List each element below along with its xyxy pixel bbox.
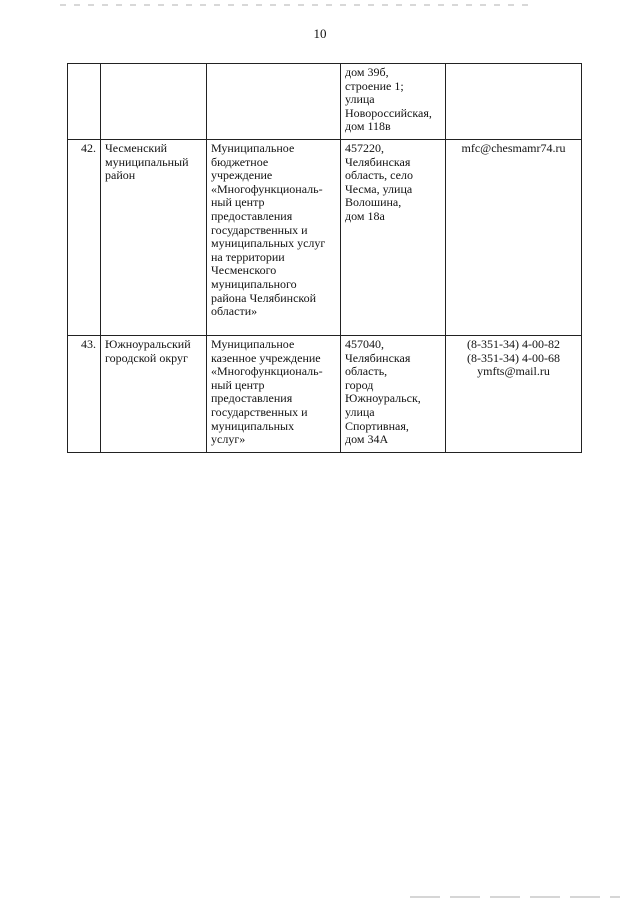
email-address: mfc@chesmamr74.ru: [461, 141, 566, 155]
institution-line: муниципального: [211, 276, 297, 291]
scan-artifact-top: [60, 4, 530, 6]
institution-cell: [207, 140, 341, 336]
row-number: 42.: [68, 140, 101, 336]
institution-line: «Многофункциональ-: [211, 181, 323, 196]
address-line: строение 1;: [345, 78, 404, 93]
institution-line: государственных и: [211, 404, 308, 419]
district-line: городской округ: [105, 350, 188, 365]
address-line: дом 18а: [345, 208, 385, 223]
email-address: ymfts@mail.ru: [477, 364, 550, 379]
institution-cell: [207, 64, 341, 140]
institution-line: «Многофункциональ-: [211, 364, 323, 379]
contacts-cell: [446, 64, 582, 140]
institution-line: учреждение: [211, 168, 273, 183]
address-cell: [341, 140, 446, 336]
institution-line: ный центр: [211, 377, 265, 392]
institution-line: услуг»: [211, 432, 246, 447]
institution-line: муниципальных услуг: [211, 236, 326, 251]
district-line: муниципальный: [105, 154, 189, 169]
address-line: улица: [345, 92, 375, 107]
address-line: дом 39б,: [345, 65, 389, 79]
district-cell: [101, 140, 207, 336]
table-row: [68, 64, 582, 140]
institution-cell: [207, 336, 341, 453]
institution-line: области»: [211, 304, 258, 319]
address-line: улица: [345, 404, 375, 419]
district-line: Чесменский: [105, 141, 168, 155]
institution-line: ный центр: [211, 195, 265, 210]
institution-line: района Челябинской: [211, 290, 317, 305]
contacts-cell: [446, 140, 582, 336]
address-line: Волошина,: [345, 195, 402, 210]
address-line: Челябинская: [345, 154, 411, 169]
district-cell: [101, 336, 207, 453]
table-row: [68, 336, 582, 453]
institution-line: казенное учреждение: [211, 350, 321, 365]
district-cell: [101, 64, 207, 140]
institution-line: муниципальных: [211, 418, 295, 433]
address-cell: [341, 64, 446, 140]
district-line: Южноуральский: [105, 337, 191, 351]
address-line: дом 118в: [345, 119, 391, 134]
row-number: [68, 64, 101, 140]
phone-number: (8-351-34) 4-00-82: [467, 337, 560, 351]
address-line: 457040,: [345, 337, 384, 351]
address-line: Новороссийская,: [345, 105, 432, 120]
table-row: [68, 140, 582, 336]
address-line: дом 34А: [345, 432, 389, 447]
address-line: область, село: [345, 168, 413, 183]
page-number: 10: [313, 26, 327, 41]
mfc-registry-table: [67, 63, 582, 453]
phone-number: (8-351-34) 4-00-68: [467, 350, 560, 365]
address-line: город: [345, 377, 374, 392]
address-line: Челябинская: [345, 350, 411, 365]
district-line: район: [105, 168, 136, 183]
address-line: область,: [345, 364, 388, 379]
institution-line: на территории: [211, 249, 285, 264]
institution-line: государственных и: [211, 222, 308, 237]
address-line: Чесма, улица: [345, 181, 413, 196]
institution-line: предоставления: [211, 391, 293, 406]
institution-line: Муниципальное: [211, 337, 295, 351]
address-line: Южноуральск,: [345, 391, 421, 406]
scan-artifact-bottom: [410, 896, 620, 898]
address-cell: [341, 336, 446, 453]
institution-line: бюджетное: [211, 154, 269, 169]
contacts-cell: [446, 336, 582, 453]
address-line: 457220,: [345, 141, 384, 155]
row-number: 43.: [68, 336, 101, 453]
institution-line: Чесменского: [211, 263, 277, 278]
institution-line: предоставления: [211, 208, 293, 223]
address-line: Спортивная,: [345, 418, 409, 433]
institution-line: Муниципальное: [211, 141, 295, 155]
